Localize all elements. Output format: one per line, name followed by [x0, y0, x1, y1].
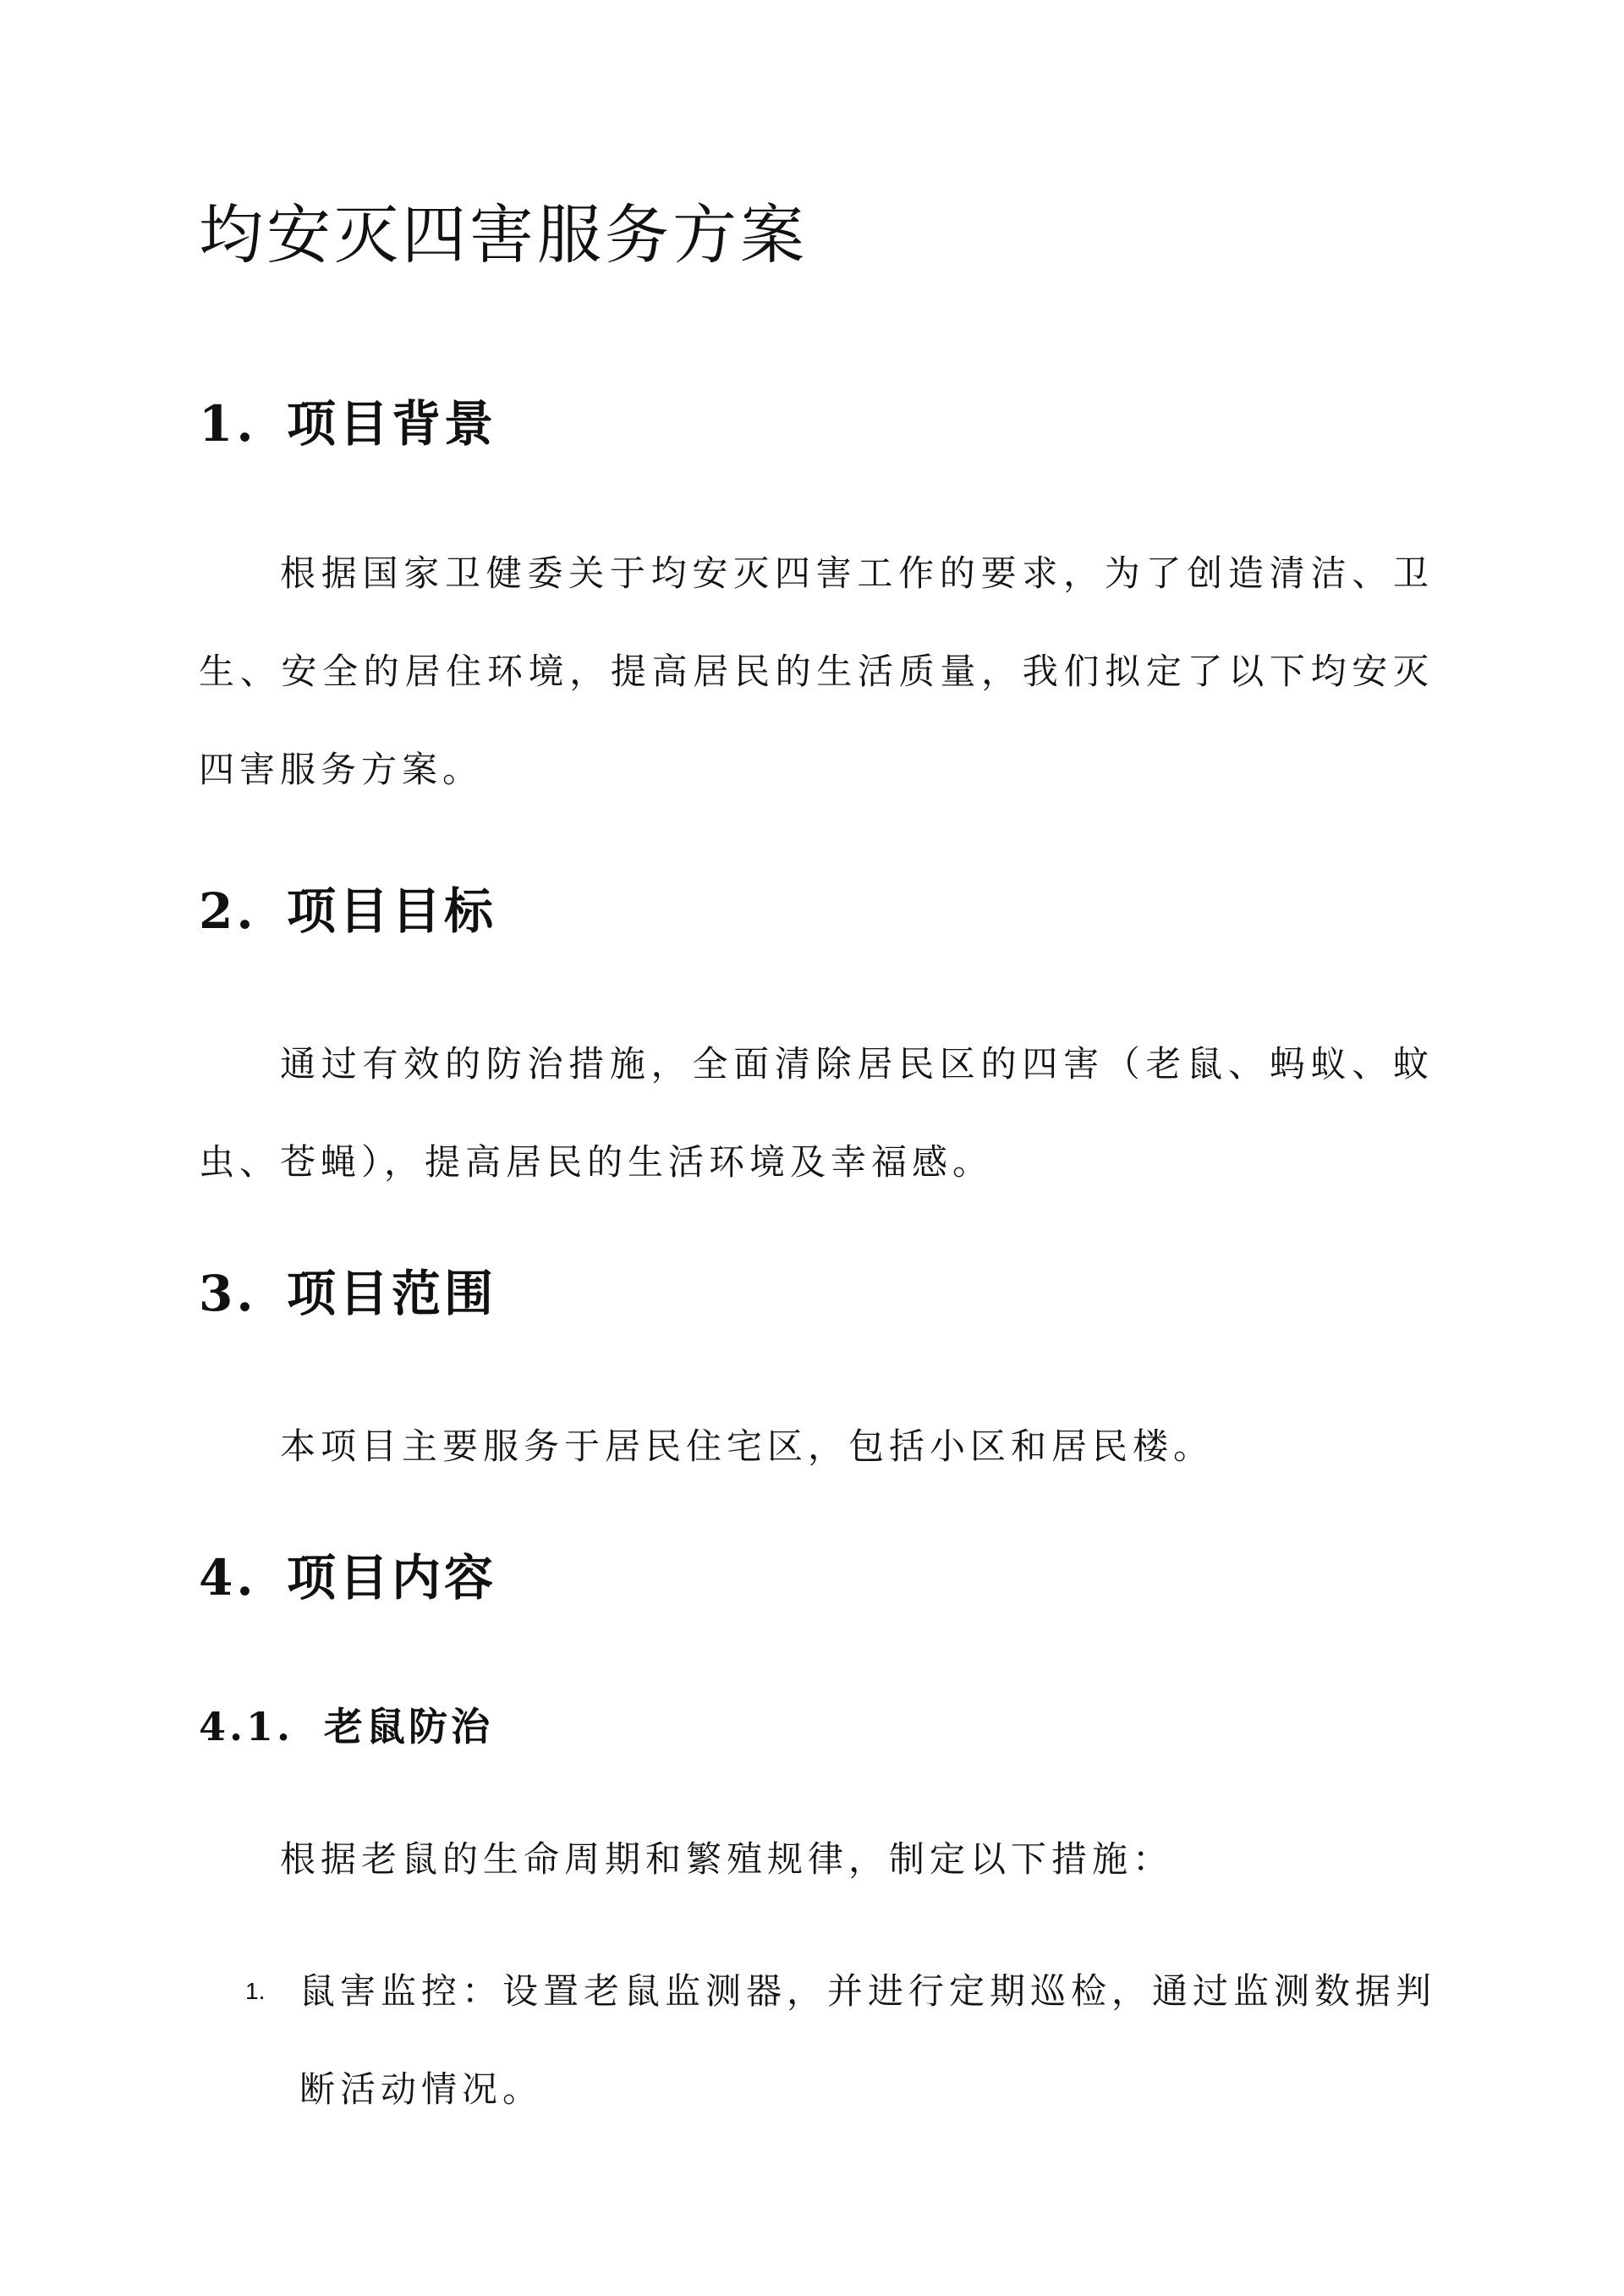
list-item-text: 鼠害监控：设置老鼠监测器，并进行定期巡检，通过监测数据判断活动情况。	[299, 1970, 1437, 2110]
subsection-number: 4.1.	[199, 1704, 294, 1749]
section-heading-content	[199, 1549, 497, 1607]
section-number: 2.	[199, 882, 257, 940]
subsection-heading-rodent-control	[199, 1704, 493, 1749]
document-title: 均安灭四害服务方案	[199, 197, 808, 272]
section-title: 项目内容	[287, 1549, 497, 1607]
section-heading-background	[199, 395, 497, 453]
list-marker: 1.	[245, 1978, 266, 2004]
section-title: 项目目标	[287, 882, 497, 940]
section-number: 4.	[199, 1549, 257, 1607]
paragraph-goal: 通过有效的防治措施，全面清除居民区的四害（老鼠、蚂蚁、蚊虫、苍蝇），提高居民的生活环境及幸福感。	[199, 1043, 1434, 1183]
subsection-title: 老鼠防治	[324, 1704, 493, 1749]
section-number: 1.	[199, 395, 257, 453]
paragraph-rodent-intro: 根据老鼠的生命周期和繁殖规律，制定以下措施：	[280, 1838, 1174, 1880]
paragraph-background: 根据国家卫健委关于均安灭四害工作的要求，为了创造清洁、卫生、安全的居住环境，提高居民的生活质量，我们拟定了以下均安灭四害服务方案。	[199, 552, 1434, 790]
section-title: 项目背景	[287, 395, 497, 453]
section-number: 3.	[199, 1265, 257, 1322]
list-item	[245, 1942, 1438, 2139]
section-heading-scope	[199, 1265, 497, 1322]
section-heading-goal	[199, 882, 497, 940]
section-title: 项目范围	[287, 1265, 497, 1322]
paragraph-scope: 本项目主要服务于居民住宅区，包括小区和居民楼。	[280, 1425, 1215, 1467]
